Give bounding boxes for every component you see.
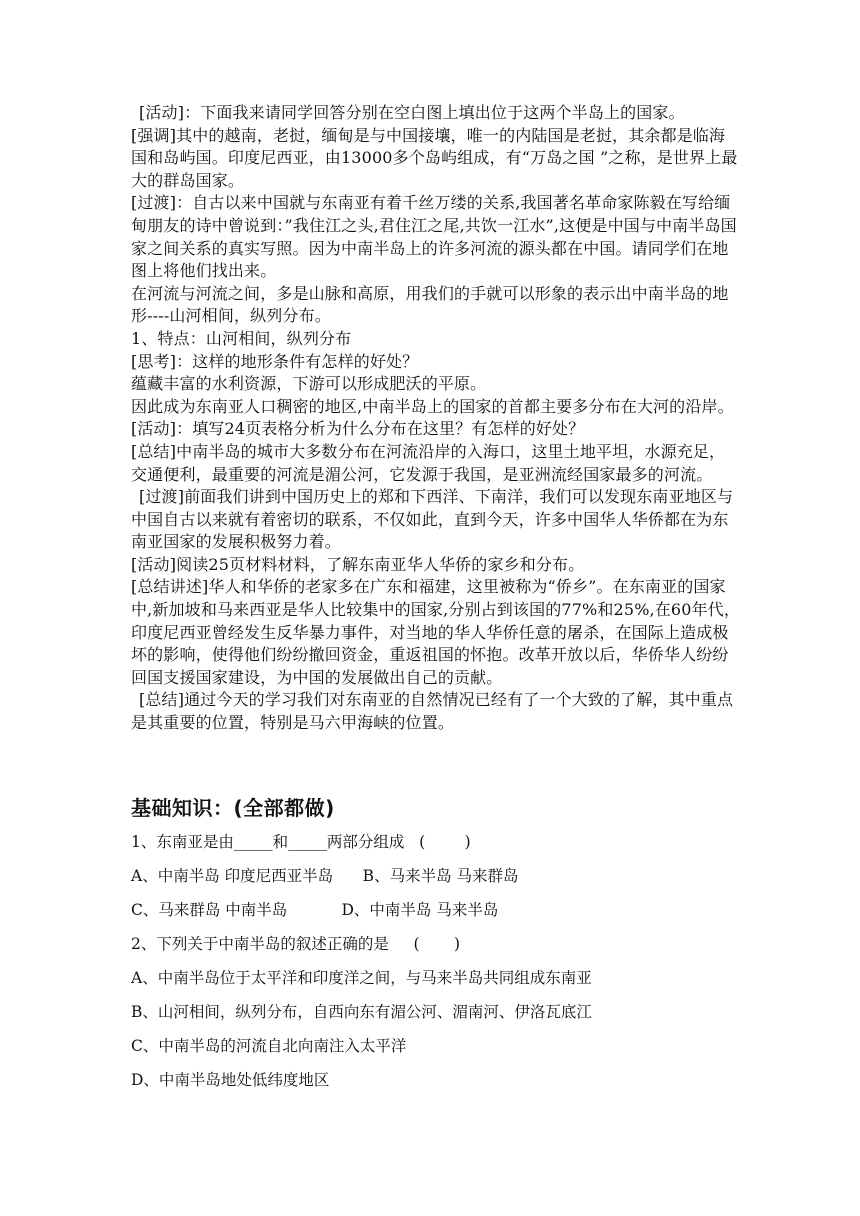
question-list xyxy=(131,832,741,1104)
question-2: 2、下列关于中南半岛的叙述正确的是 ( ) xyxy=(131,935,461,953)
lesson-body xyxy=(131,102,741,735)
question-1-options-ab: A、中南半岛 印度尼西亚半岛 B、马来半岛 马来群岛 xyxy=(131,867,519,885)
paragraph-transition-poem: [过渡]：自古以来中国就与东南亚有着千丝万缕的关系,我国著名革命家陈毅在写给缅甸朋友的诗中曾说到：”我住江之头,君住江之尾,共饮一江水”,这便是中国与中南半岛国家之间关系的真实写照。因为中南半岛上的许多河流的源头都在中国。请同学们在地图上将他们找出来。 xyxy=(131,193,737,281)
paragraph-terrain: 在河流与河流之间，多是山脉和高原，用我们的手就可以形象的表示出中南半岛的地形----山河相间，纵列分布。 xyxy=(131,283,729,326)
paragraph-summary-cities: [总结]中南半岛的城市大多数分布在河流沿岸的入海口，这里土地平坦，水源充足，交通便利，最重要的河流是湄公河，它发源于我国，是亚洲流经国家最多的河流。 xyxy=(131,441,726,484)
paragraph-feature: 1、特点：山河相间，纵列分布 xyxy=(131,328,352,348)
question-2-option-d: D、中南半岛地处低纬度地区 xyxy=(131,1071,330,1089)
paragraph-emphasis-countries: [强调]其中的越南，老挝，缅甸是与中国接壤，唯一的内陆国是老挝，其余都是临海国和岛屿国。印度尼西亚，由13000多个岛屿组成，有“万岛之国 ”之称，是世界上最大的群岛国家。 xyxy=(131,125,738,190)
paragraph-activity-fill-map: [活动]：下面我来请同学回答分别在空白图上填出位于这两个半岛上的国家。 xyxy=(139,103,685,122)
paragraph-think: [思考]：这样的地形条件有怎样的好处？ xyxy=(131,351,419,371)
paragraph-resources: 蕴藏丰富的水利资源，下游可以形成肥沃的平原。 xyxy=(131,374,487,394)
paragraph-activity-table: [活动]：填写24页表格分析为什么分布在这里？有怎样的好处？ xyxy=(131,419,585,439)
paragraph-summary-overseas-chinese: [总结讲述]华人和华侨的老家多在广东和福建，这里被称为“侨乡”。在东南亚的国家中,新加坡和马来西亚是华人比较集中的国家,分别占到该国的77%和25%,在60年代，印度尼西亚曾经发生反华暴力事件，对当地的华人华侨任意的屠杀，在国际上造成极坏的影响，使得他们纷纷撤回资金，重返祖国的怀抱。改革开放以后，华侨华人纷纷回国支援国家建设，为中国的发展做出自己的贡献。 xyxy=(131,577,741,687)
paragraph-population: 因此成为东南亚人口稠密的地区,中南半岛上的国家的首都主要多分布在大河的沿岸。 xyxy=(131,396,734,416)
question-2-option-b: B、山河相间，纵列分布，自西向东有湄公河、湄南河、伊洛瓦底江 xyxy=(131,1003,592,1021)
question-2-option-a: A、中南半岛位于太平洋和印度洋之间，与马来半岛共同组成东南亚 xyxy=(131,969,592,987)
paragraph-activity-reading: [活动]阅读25页材料材料，了解东南亚华人华侨的家乡和分布。 xyxy=(131,554,585,574)
section-heading: 基础知识：(全部都做) xyxy=(131,796,335,820)
question-1-options-cd: C、马来群岛 中南半岛 D、中南半岛 马来半岛 xyxy=(131,901,499,919)
paragraph-transition-history: [过渡]前面我们讲到中国历史上的郑和下西洋、下南洋，我们可以发现东南亚地区与中国自古以来就有着密切的联系，不仅如此，直到今天，许多中国华人华侨都在为东南亚国家的发展积极努力着。 xyxy=(131,487,734,552)
question-2-option-c: C、中南半岛的河流自北向南注入太平洋 xyxy=(131,1037,407,1055)
question-1: 1、东南亚是由_____和_____两部分组成 ( ) xyxy=(131,833,471,851)
paragraph-summary-lesson: [总结]通过今天的学习我们对东南亚的自然情况已经有了一个大致的了解，其中重点是其重要的位置，特别是马六甲海峡的位置。 xyxy=(131,690,734,733)
